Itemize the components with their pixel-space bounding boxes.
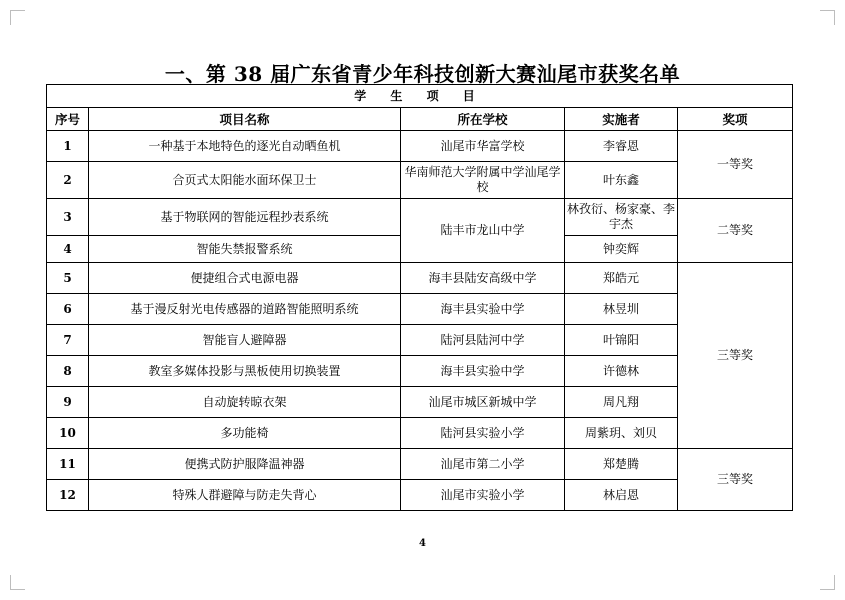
project-name: 多功能椅: [89, 418, 401, 449]
page-number: 4: [419, 538, 426, 549]
school-name: 陆河县陆河中学: [401, 325, 565, 356]
award-cell: 一等奖: [678, 131, 793, 199]
crop-mark-bottom-left: [10, 575, 25, 590]
school-name: 陆丰市龙山中学: [401, 199, 565, 263]
author-name: 郑楚腾: [565, 449, 678, 480]
author-name: 林昱圳: [565, 294, 678, 325]
page-title: 一、第 38 届广东省青少年科技创新大赛汕尾市获奖名单: [164, 62, 681, 86]
school-name: 海丰县陆安高级中学: [401, 263, 565, 294]
row-number: 1: [47, 131, 89, 162]
project-name: 自动旋转晾衣架: [89, 387, 401, 418]
author-name: 钟奕辉: [565, 236, 678, 263]
row-number: 4: [47, 236, 89, 263]
award-table: [46, 84, 793, 511]
table-row: [47, 199, 793, 236]
school-name: 汕尾市实验小学: [401, 480, 565, 511]
project-name: 便捷组合式电源电器: [89, 263, 401, 294]
crop-mark-top-left: [10, 10, 25, 25]
header-school: 所在学校: [401, 108, 565, 131]
project-name: 一种基于本地特色的逐光自动晒鱼机: [89, 131, 401, 162]
author-name: 林启恩: [565, 480, 678, 511]
project-name: 教室多媒体投影与黑板使用切换装置: [89, 356, 401, 387]
row-number: 10: [47, 418, 89, 449]
author-name: 周凡翔: [565, 387, 678, 418]
row-number: 7: [47, 325, 89, 356]
project-name: 智能失禁报警系统: [89, 236, 401, 263]
author-name: 许德林: [565, 356, 678, 387]
author-name: 郑皓元: [565, 263, 678, 294]
school-name: 华南师范大学附属中学汕尾学校: [401, 162, 565, 199]
table-row: [47, 131, 793, 162]
author-name: 林孜衍、杨家豪、李宇杰: [565, 199, 678, 236]
author-name: 周紫玥、刘贝: [565, 418, 678, 449]
school-name: 海丰县实验中学: [401, 356, 565, 387]
crop-mark-bottom-right: [820, 575, 835, 590]
project-name: 便携式防护服降温神器: [89, 449, 401, 480]
header-award: 奖项: [678, 108, 793, 131]
project-name: 特殊人群避障与防走失背心: [89, 480, 401, 511]
header-no: 序号: [47, 108, 89, 131]
row-number: 3: [47, 199, 89, 236]
section-row: [47, 85, 793, 108]
award-cell: 三等奖: [678, 263, 793, 449]
project-name: 基于漫反射光电传感器的道路智能照明系统: [89, 294, 401, 325]
header-row: [47, 108, 793, 131]
row-number: 9: [47, 387, 89, 418]
header-project: 项目名称: [89, 108, 401, 131]
row-number: 8: [47, 356, 89, 387]
row-number: 5: [47, 263, 89, 294]
row-number: 11: [47, 449, 89, 480]
school-name: 汕尾市第二小学: [401, 449, 565, 480]
author-name: 叶锦阳: [565, 325, 678, 356]
section-title: 学 生 项 目: [47, 85, 793, 108]
table-row: [47, 449, 793, 480]
row-number: 6: [47, 294, 89, 325]
crop-mark-top-right: [820, 10, 835, 25]
project-name: 基于物联网的智能远程抄表系统: [89, 199, 401, 236]
author-name: 叶东鑫: [565, 162, 678, 199]
school-name: 汕尾市城区新城中学: [401, 387, 565, 418]
award-cell: 二等奖: [678, 199, 793, 263]
school-name: 陆河县实验小学: [401, 418, 565, 449]
project-name: 智能盲人避障器: [89, 325, 401, 356]
row-number: 12: [47, 480, 89, 511]
table-row: [47, 263, 793, 294]
author-name: 李睿恩: [565, 131, 678, 162]
header-author: 实施者: [565, 108, 678, 131]
school-name: 海丰县实验中学: [401, 294, 565, 325]
award-cell: 三等奖: [678, 449, 793, 511]
row-number: 2: [47, 162, 89, 199]
school-name: 汕尾市华富学校: [401, 131, 565, 162]
project-name: 合页式太阳能水面环保卫士: [89, 162, 401, 199]
